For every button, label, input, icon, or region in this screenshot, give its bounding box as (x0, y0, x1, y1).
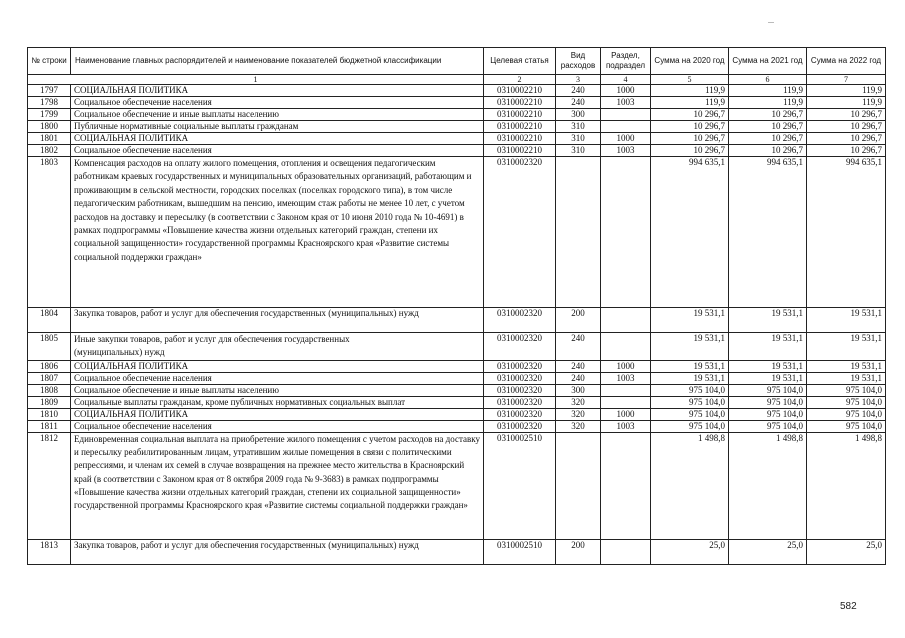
row-sum-2022: 975 104,0 (807, 409, 886, 421)
row-section: 1003 (601, 145, 651, 157)
row-sum-2021: 119,9 (729, 85, 807, 97)
row-target: 0310002510 (484, 433, 556, 540)
row-sum-2020: 19 531,1 (651, 333, 729, 361)
row-sum-2020: 975 104,0 (651, 409, 729, 421)
row-sum-2020: 1 498,8 (651, 433, 729, 540)
row-expense-type (556, 157, 601, 308)
row-target: 0310002210 (484, 121, 556, 133)
row-target: 0310002320 (484, 361, 556, 373)
row-sum-2021: 10 296,7 (729, 121, 807, 133)
row-target: 0310002320 (484, 308, 556, 333)
row-expense-type: 310 (556, 133, 601, 145)
row-number: 1807 (28, 373, 71, 385)
row-sum-2022: 25,0 (807, 540, 886, 565)
row-sum-2021: 119,9 (729, 97, 807, 109)
table-row (28, 397, 886, 409)
row-name: СОЦИАЛЬНАЯ ПОЛИТИКА (71, 85, 484, 97)
row-number: 1813 (28, 540, 71, 565)
header-row-no: № строки (28, 48, 71, 75)
header-name: Наименование главных распорядителей и наименование показателей бюджетной классификации (71, 48, 484, 75)
table-row (28, 133, 886, 145)
header-sum-2022: Сумма на 2022 год (807, 48, 886, 75)
column-number-5: 5 (651, 75, 729, 85)
row-sum-2020: 19 531,1 (651, 361, 729, 373)
row-name: Социальное обеспечение населения (71, 97, 484, 109)
row-sum-2022: 975 104,0 (807, 385, 886, 397)
row-target: 0310002210 (484, 145, 556, 157)
header-row (28, 48, 886, 75)
row-section: 1000 (601, 361, 651, 373)
row-sum-2020: 975 104,0 (651, 385, 729, 397)
row-expense-type: 320 (556, 421, 601, 433)
budget-table-sheet (27, 47, 885, 565)
row-number: 1811 (28, 421, 71, 433)
row-section: 1003 (601, 97, 651, 109)
table-row (28, 308, 886, 333)
column-number-6: 6 (729, 75, 807, 85)
row-sum-2022: 975 104,0 (807, 421, 886, 433)
row-sum-2021: 10 296,7 (729, 133, 807, 145)
row-section: 1000 (601, 85, 651, 97)
row-sum-2021: 975 104,0 (729, 397, 807, 409)
row-sum-2021: 19 531,1 (729, 308, 807, 333)
row-number: 1806 (28, 361, 71, 373)
row-section (601, 157, 651, 308)
row-sum-2020: 119,9 (651, 85, 729, 97)
row-expense-type: 200 (556, 540, 601, 565)
row-section: 1003 (601, 421, 651, 433)
header-sum-2021: Сумма на 2021 год (729, 48, 807, 75)
row-sum-2020: 25,0 (651, 540, 729, 565)
row-expense-type: 240 (556, 333, 601, 361)
row-target: 0310002320 (484, 373, 556, 385)
row-expense-type: 240 (556, 361, 601, 373)
column-number-7: 7 (807, 75, 886, 85)
row-sum-2022: 19 531,1 (807, 333, 886, 361)
row-target: 0310002320 (484, 397, 556, 409)
row-sum-2022: 975 104,0 (807, 397, 886, 409)
row-section (601, 385, 651, 397)
header-expense-type: Вид расходов (556, 48, 601, 75)
row-expense-type: 310 (556, 121, 601, 133)
table-row (28, 157, 886, 308)
row-sum-2021: 1 498,8 (729, 433, 807, 540)
row-sum-2022: 119,9 (807, 97, 886, 109)
scan-mark (768, 22, 774, 23)
row-sum-2022: 10 296,7 (807, 121, 886, 133)
row-number: 1802 (28, 145, 71, 157)
row-target: 0310002320 (484, 409, 556, 421)
row-sum-2020: 975 104,0 (651, 397, 729, 409)
row-number: 1799 (28, 109, 71, 121)
row-number: 1800 (28, 121, 71, 133)
row-target: 0310002320 (484, 333, 556, 361)
row-sum-2020: 994 635,1 (651, 157, 729, 308)
table-row (28, 373, 886, 385)
row-target: 0310002210 (484, 133, 556, 145)
row-number: 1808 (28, 385, 71, 397)
row-section (601, 333, 651, 361)
row-expense-type: 240 (556, 97, 601, 109)
header-section: Раздел, подраздел (601, 48, 651, 75)
row-expense-type: 200 (556, 308, 601, 333)
row-target: 0310002320 (484, 157, 556, 308)
row-section (601, 121, 651, 133)
row-number: 1809 (28, 397, 71, 409)
row-target: 0310002210 (484, 109, 556, 121)
row-number: 1812 (28, 433, 71, 540)
column-number-4: 4 (601, 75, 651, 85)
row-sum-2022: 119,9 (807, 85, 886, 97)
row-sum-2020: 10 296,7 (651, 109, 729, 121)
row-expense-type (556, 433, 601, 540)
row-expense-type: 240 (556, 85, 601, 97)
budget-table (27, 47, 886, 565)
row-sum-2020: 19 531,1 (651, 373, 729, 385)
row-sum-2022: 19 531,1 (807, 308, 886, 333)
row-name: Социальные выплаты гражданам, кроме публичных нормативных социальных выплат (71, 397, 484, 409)
row-sum-2022: 19 531,1 (807, 373, 886, 385)
row-number: 1797 (28, 85, 71, 97)
row-section: 1003 (601, 373, 651, 385)
row-expense-type: 310 (556, 145, 601, 157)
row-section (601, 433, 651, 540)
row-target: 0310002510 (484, 540, 556, 565)
column-number-2: 2 (484, 75, 556, 85)
row-sum-2020: 10 296,7 (651, 133, 729, 145)
row-number: 1804 (28, 308, 71, 333)
row-sum-2022: 10 296,7 (807, 109, 886, 121)
row-sum-2020: 10 296,7 (651, 145, 729, 157)
row-sum-2021: 10 296,7 (729, 145, 807, 157)
row-number: 1805 (28, 333, 71, 361)
row-sum-2022: 19 531,1 (807, 361, 886, 373)
row-name: СОЦИАЛЬНАЯ ПОЛИТИКА (71, 409, 484, 421)
page-number: 582 (840, 601, 857, 612)
row-expense-type: 240 (556, 373, 601, 385)
row-section (601, 109, 651, 121)
column-number-row (28, 75, 886, 85)
table-row (28, 421, 886, 433)
table-row (28, 121, 886, 133)
row-target: 0310002210 (484, 97, 556, 109)
column-number-1: 1 (28, 75, 484, 85)
row-name: СОЦИАЛЬНАЯ ПОЛИТИКА (71, 361, 484, 373)
row-sum-2022: 10 296,7 (807, 133, 886, 145)
row-name: Закупка товаров, работ и услуг для обеспечения государственных (муниципальных) нужд (71, 540, 484, 565)
row-number: 1801 (28, 133, 71, 145)
row-section (601, 540, 651, 565)
row-expense-type: 320 (556, 397, 601, 409)
row-sum-2022: 994 635,1 (807, 157, 886, 308)
column-number-3: 3 (556, 75, 601, 85)
row-sum-2021: 19 531,1 (729, 361, 807, 373)
row-expense-type: 300 (556, 385, 601, 397)
table-row (28, 85, 886, 97)
row-name: Социальное обеспечение населения (71, 421, 484, 433)
table-row (28, 385, 886, 397)
row-section: 1000 (601, 133, 651, 145)
row-name: Социальное обеспечение населения (71, 145, 484, 157)
row-sum-2020: 19 531,1 (651, 308, 729, 333)
table-row (28, 540, 886, 565)
row-sum-2021: 975 104,0 (729, 409, 807, 421)
row-sum-2020: 10 296,7 (651, 121, 729, 133)
row-name: Социальное обеспечение и иные выплаты населению (71, 385, 484, 397)
row-section (601, 397, 651, 409)
row-name: Иные закупки товаров, работ и услуг для обеспечения государственных (муниципальных) нужд (71, 333, 484, 361)
row-sum-2021: 19 531,1 (729, 333, 807, 361)
row-section: 1000 (601, 409, 651, 421)
row-name: Закупка товаров, работ и услуг для обеспечения государственных (муниципальных) нужд (71, 308, 484, 333)
header-target: Целевая статья (484, 48, 556, 75)
row-name: Единовременная социальная выплата на приобретение жилого помещения с учетом расходов на доставку и пересылку реабилитированным лицам, утратившим жилые помещения в связи с политическими репрессиями, и членам их семей в случае возвращения на прежнее место жительства в Красноярский край (в соответствии с Законом края от 8 октября 2009 года № 9-3683) в рамках подпрограммы «Повышение качества жизни отдельных категорий граждан, степени их социальной защищенности» государственной программы Красноярского края «Развитие системы социальной поддержки граждан» (71, 433, 484, 540)
row-name: Социальное обеспечение и иные выплаты населению (71, 109, 484, 121)
row-sum-2020: 975 104,0 (651, 421, 729, 433)
row-target: 0310002320 (484, 421, 556, 433)
row-expense-type: 300 (556, 109, 601, 121)
row-expense-type: 320 (556, 409, 601, 421)
row-sum-2021: 19 531,1 (729, 373, 807, 385)
row-name: Компенсация расходов на оплату жилого помещения, отопления и освещения педагогическим работникам краевых государственных и муниципальных образовательных организаций, работающим и проживающим в сельской местности, городских поселках (поселках городского типа), в том числе педагогическим работникам, вышедшим на пенсию, имеющим стаж работы не менее 10 лет, с учетом расходов на доставку и пересылку (в соответствии с Законом края от 10 июня 2010 года № 10-4691) в рамках подпрограммы «Повышение качества жизни отдельных категорий граждан, степени их социальной защищенности» государственной программы Красноярского края «Развитие системы социальной поддержки граждан» (71, 157, 484, 308)
table-row (28, 361, 886, 373)
row-number: 1810 (28, 409, 71, 421)
table-row (28, 409, 886, 421)
header-sum-2020: Сумма на 2020 год (651, 48, 729, 75)
row-number: 1798 (28, 97, 71, 109)
table-row (28, 433, 886, 540)
row-target: 0310002210 (484, 85, 556, 97)
row-sum-2022: 1 498,8 (807, 433, 886, 540)
row-number: 1803 (28, 157, 71, 308)
row-sum-2021: 10 296,7 (729, 109, 807, 121)
row-name: Социальное обеспечение населения (71, 373, 484, 385)
row-name: Публичные нормативные социальные выплаты гражданам (71, 121, 484, 133)
table-row (28, 109, 886, 121)
table-row (28, 333, 886, 361)
row-sum-2021: 994 635,1 (729, 157, 807, 308)
row-sum-2022: 10 296,7 (807, 145, 886, 157)
row-sum-2021: 975 104,0 (729, 421, 807, 433)
table-row (28, 145, 886, 157)
row-sum-2021: 25,0 (729, 540, 807, 565)
row-sum-2020: 119,9 (651, 97, 729, 109)
row-target: 0310002320 (484, 385, 556, 397)
row-section (601, 308, 651, 333)
table-row (28, 97, 886, 109)
row-name: СОЦИАЛЬНАЯ ПОЛИТИКА (71, 133, 484, 145)
row-sum-2021: 975 104,0 (729, 385, 807, 397)
